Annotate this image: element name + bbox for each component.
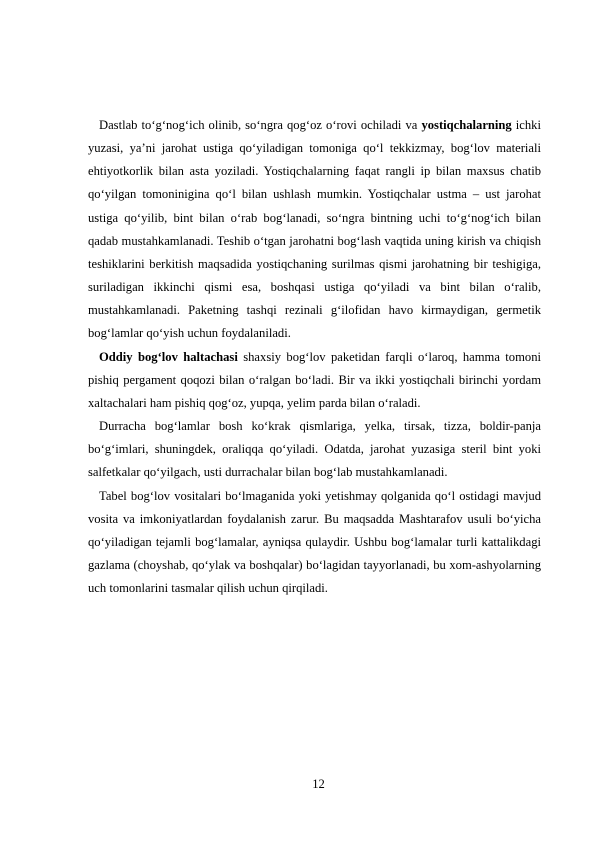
paragraph-1-bold-term: yostiqchalarning [421,118,512,132]
paragraph-1 [88,114,541,346]
page-number: 12 [312,777,325,791]
paragraph-2-bold-term: Oddiy bog‘lov haltachasi [99,349,238,364]
paragraph-2-text: shaxsiy bog‘lov paketidan farqli o‘laroq, hamma tomoni pishiq pergament qoqozi bilan o‘ralgan bo‘ladi. Bir va ikki yostiqchali birinchi yordam xaltachalari ham pishiq qog‘oz, yupqa, yelim parda bilan o‘raladi. [88,349,541,410]
paragraph-2 [88,346,541,415]
paragraph-1-text: ichki yuzasi, ya’ni jarohat ustiga qo‘yiladigan tomoniga qo‘l tekkizmay, bog‘lov materiali ehtiyotkorlik bilan asta yoziladi. Yostiqchalarning faqat rangli ip bilan maxsus chatib qo‘yilgan tomoninigina qo‘l bilan ushlash mumkin. Yostiqchalar ustma – ust jarohat ustiga qo‘yilib, bint bilan o‘rab bog‘lanadi, so‘ngra bintning uchi to‘g‘nog‘ich bilan qadab mustahkamlanadi. Teshib o‘tgan jarohatni bog‘lash vaqtida uning kirish va chiqish teshiklarini berkitish maqsadida yostiqchaning surilmas qismi jarohatning bir teshigiga, suriladigan ikkinchi qismi esa, boshqasi ustiga qo‘yiladi va bint bilan o‘ralib, mustahkamlanadi. Paketning tashqi rezinali g‘ilofidan havo kirmaydigan, germetik bog‘lamlar qo‘yish uchun foydalaniladi. [88,118,541,341]
paragraph-1-pre: Dastlab to‘g‘nog‘ich olinib, so‘ngra qog‘oz o‘rovi ochiladi va [99,118,422,132]
paragraph-3-text: Durracha bog‘lamlar bosh ko‘krak qismlariga, yelka, tirsak, tizza, boldir-panja bo‘g‘imlari, shuningdek, oraliqqa qo‘yiladi. Odatda, jarohat yuzasiga steril bint yoki salfetkalar qo‘yilgach, usti durrachalar bilan bog‘lab mustahkamlanadi. [88,419,541,480]
paragraph-4 [88,485,541,601]
paragraph-3 [88,415,541,484]
document-body [88,114,541,600]
paragraph-4-text: Tabel bog‘lov vositalari bo‘lmaganida yoki yetishmay qolganida qo‘l ostidagi mavjud vosita va imkoniyatlardan foydalanish zarur. Bu maqsadda Mashtarafov usuli bo‘yicha qo‘yiladigan tejamli bog‘lamalar, ayniqsa qulaydir. Ushbu bog‘lamalar turli kattalikdagi gazlama (choyshab, qo‘ylak va boshqalar) bo‘lagidan tayyorlanadi, bu xom-ashyolarning uch tomonlarini tasmalar qilish uchun qirqiladi. [88,488,541,596]
